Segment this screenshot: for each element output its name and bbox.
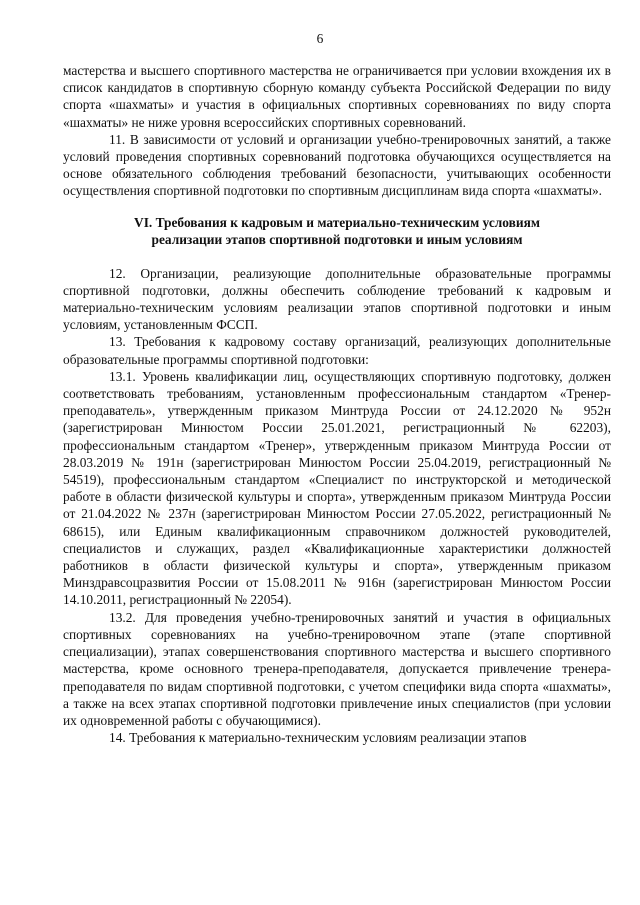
section-heading-line-1: VI. Требования к кадровым и материально-техническим условиям xyxy=(134,214,540,230)
paragraph-13: 13. Требования к кадровому составу организаций, реализующих дополнительные образовательные программы спортивной подготовки: xyxy=(63,334,611,367)
paragraph-13-1: 13.1. Уровень квалификации лиц, осуществляющих спортивную подготовку, должен соответствовать требованиям, установленным профессиональным стандартом «Тренер-преподаватель», утвержденным приказом Минтруда России от 24.12.2020 № 952н (зарегистрирован Минюстом России 25.01.2021, регистрационный № 62203), профессиональным стандартом «Тренер», утвержденным приказом Минтруда России от 28.03.2019 № 191н (зарегистрирован Минюстом России 25.04.2019, регистрационный № 54519), профессиональным стандартом «Специалист по инструкторской и методической работе в области физической культуры и спорта», утвержденным приказом Минтруда России от 21.04.2022 № 237н (зарегистрирован Минюстом России 27.05.2022, регистрационный № 68615), или Единым квалификационным справочником должностей руководителей, специалистов и служащих, раздел «Квалификационные характеристики должностей работников в области физической культуры и спорта», утвержденным приказом Минздравсоцразвития России от 15.08.2011 № 916н (зарегистрирован Минюстом России 14.10.2011, регистрационный № 22054). xyxy=(63,368,611,608)
paragraph-13-2: 13.2. Для проведения учебно-тренировочных занятий и участия в официальных спортивных соревнованиях на учебно-тренировочном этапе (этапе спортивной специализации), этапах совершенствования спортивного мастерства и высшего спортивного мастерства, кроме основного тренера-преподавателя, допускается привлечение тренера-преподавателя по видам спортивной подготовки, с учетом специфики вида спорта «шахматы», а также на всех этапах спортивной подготовки привлечение иных специалистов (при условии их одновременной работы с обучающимися). xyxy=(63,609,611,728)
document-body xyxy=(63,62,611,746)
paragraph-14: 14. Требования к материально-техническим условиям реализации этапов xyxy=(109,730,527,746)
paragraph-continuation: мастерства и высшего спортивного мастерства не ограничивается при условии вхождения их в список кандидатов в спортивную сборную команду субъекта Российской Федерации по виду спорта «шахматы» и участия в официальных спортивных соревнованиях по виду спорта «шахматы» не ниже уровня всероссийских спортивных соревнований. xyxy=(63,63,611,130)
section-heading-line-2: реализации этапов спортивной подготовки и иным условиям xyxy=(151,232,523,248)
paragraph-11: 11. В зависимости от условий и организации учебно-тренировочных занятий, а также условий проведения спортивных соревнований подготовка обучающихся осуществляется на основе обязательного соблюдения требований безопасности, учитывающих особенности осуществления спортивной подготовки по спортивным дисциплинам вида спорта «шахматы». xyxy=(63,131,611,199)
section-heading xyxy=(63,214,611,249)
paragraph-12: 12. Организации, реализующие дополнительные образовательные программы спортивной подготовки, должны обеспечить соблюдение требований к кадровым и материально-техническим условиям реализации этапов спортивной подготовки и иным условиям, установленным ФССП. xyxy=(63,265,611,333)
page-number: 6 xyxy=(316,31,324,46)
